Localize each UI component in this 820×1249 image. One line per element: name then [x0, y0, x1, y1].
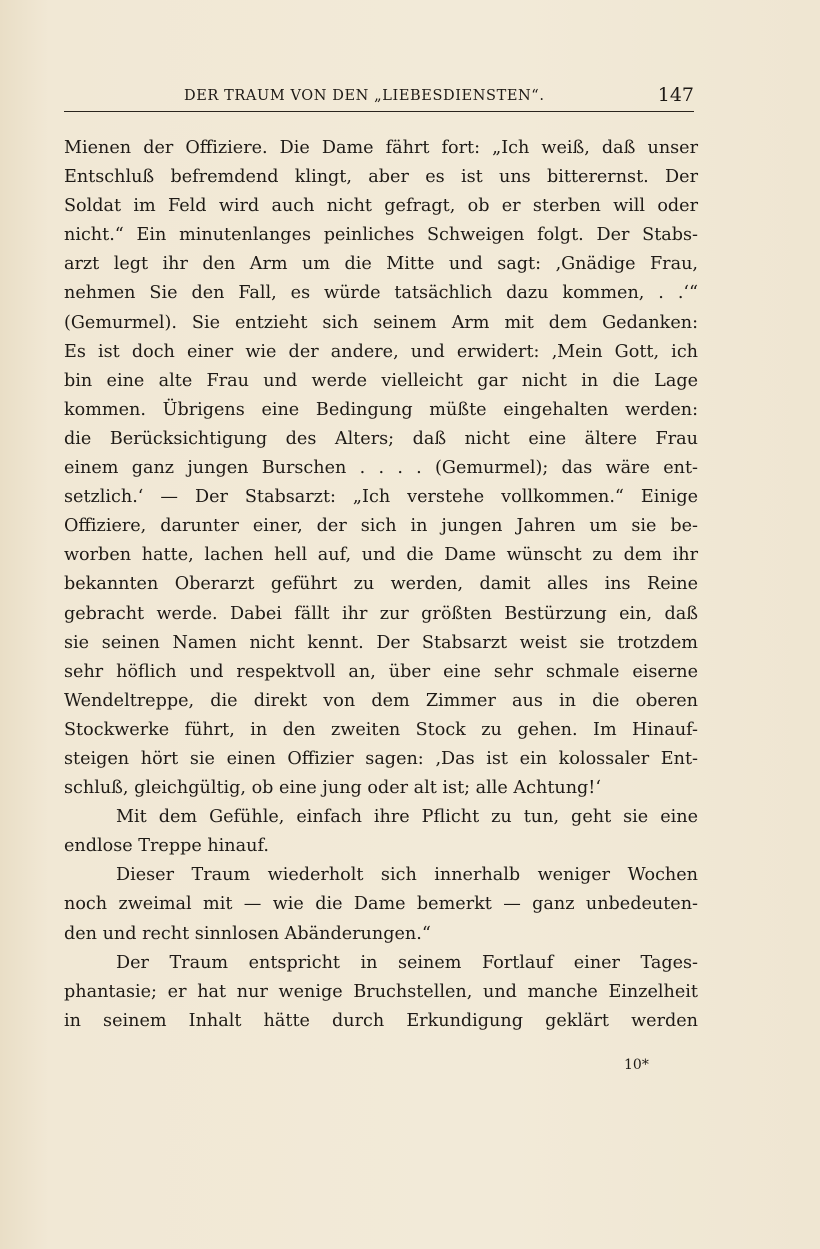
text-line: bin eine alte Frau und werde vielleicht gar nicht in die Lage	[64, 370, 698, 391]
signature-mark: 10*	[624, 1057, 649, 1073]
text-line: sie seinen Namen nicht kennt. Der Stabsarzt weist sie trotzdem	[64, 632, 698, 653]
text-line: steigen hört sie einen Offizier sagen: ‚Das ist ein kolossaler Ent-	[64, 748, 698, 769]
text-line: schluß, gleichgültig, ob eine jung oder alt ist; alle Achtung!‘	[64, 778, 601, 799]
text-line: arzt legt ihr den Arm um die Mitte und sagt: ‚Gnädige Frau,	[64, 254, 698, 275]
text-line: den und recht sinnlosen Abänderungen.“	[64, 923, 431, 944]
text-line: Der Traum entspricht in seinem Fortlauf einer Tages-	[116, 952, 698, 973]
text-line: Offiziere, darunter einer, der sich in jungen Jahren um sie be-	[64, 516, 698, 537]
text-line: in seinem Inhalt hätte durch Erkundigung geklärt werden	[64, 1010, 698, 1031]
page-number: 147	[657, 84, 694, 106]
text-line: bekannten Oberarzt geführt zu werden, damit alles ins Reine	[64, 574, 698, 595]
text-line: nehmen Sie den Fall, es würde tatsächlich dazu kommen, . .‘“	[64, 283, 698, 304]
text-line: worben hatte, lachen hell auf, und die Dame wünscht zu dem ihr	[64, 545, 698, 566]
text-line: noch zweimal mit — wie die Dame bemerkt — ganz unbedeuten-	[64, 894, 698, 915]
text-line: phantasie; er hat nur wenige Bruchstellen, und manche Einzelheit	[64, 981, 698, 1002]
text-line: Es ist doch einer wie der andere, und erwidert: ‚Mein Gott, ich	[64, 341, 698, 362]
text-line: einem ganz jungen Burschen . . . . (Gemurmel); das wäre ent-	[64, 458, 698, 479]
text-line: endlose Treppe hinauf.	[64, 836, 269, 857]
text-line: die Berücksichtigung des Alters; daß nicht eine ältere Frau	[64, 428, 698, 449]
text-line: Wendeltreppe, die direkt von dem Zimmer aus in die oberen	[64, 690, 698, 711]
text-line: gebracht werde. Dabei fällt ihr zur größten Bestürzung ein, daß	[64, 603, 698, 624]
text-line: Mit dem Gefühle, einfach ihre Pflicht zu tun, geht sie eine	[116, 807, 698, 828]
text-line: nicht.“ Ein minutenlanges peinliches Schweigen folgt. Der Stabs-	[64, 225, 698, 246]
body-text	[64, 134, 698, 1036]
text-line: Dieser Traum wiederholt sich innerhalb weniger Wochen	[116, 865, 698, 886]
text-line: Mienen der Offiziere. Die Dame fährt fort: „Ich weiß, daß unser	[64, 138, 698, 158]
running-title: DER TRAUM VON DEN „LIEBESDIENSTEN“.	[184, 88, 545, 104]
text-line: Entschluß befremdend klingt, aber es ist uns bitterernst. Der	[64, 167, 698, 188]
text-line: sehr höflich und respektvoll an, über eine sehr schmale eiserne	[64, 661, 698, 682]
running-head	[64, 84, 698, 114]
text-line: setzlich.‘ — Der Stabsarzt: „Ich verstehe vollkommen.“ Einige	[64, 487, 698, 508]
text-line: Soldat im Feld wird auch nicht gefragt, ob er sterben will oder	[64, 196, 698, 217]
text-line: Stockwerke führt, in den zweiten Stock zu gehen. Im Hinauf-	[64, 719, 698, 740]
header-rule	[64, 111, 694, 112]
text-line: kommen. Übrigens eine Bedingung müßte eingehalten werden:	[64, 399, 698, 420]
text-line: (Gemurmel). Sie entzieht sich seinem Arm mit dem Gedanken:	[64, 312, 698, 333]
